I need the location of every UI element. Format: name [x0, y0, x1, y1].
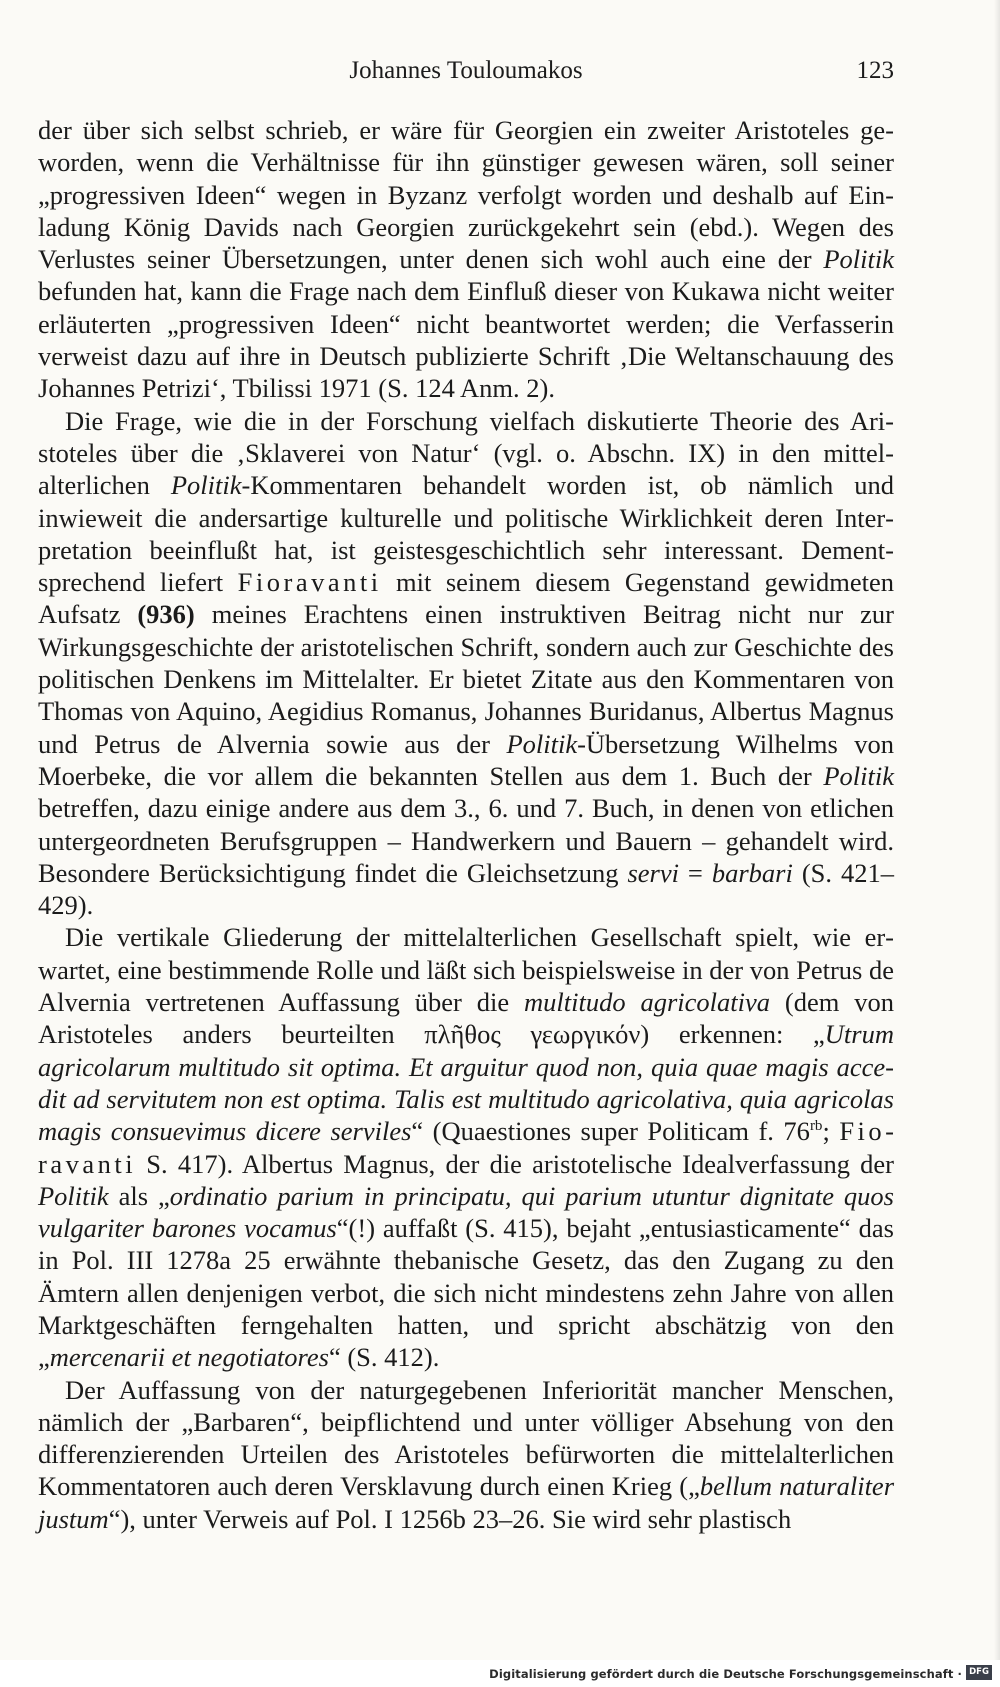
spaced-author-name: Fioravanti	[38, 1116, 894, 1179]
italic-span: servi	[627, 857, 679, 888]
spaced-author-name: Fioravanti	[237, 567, 382, 598]
italic-span: mercenarii et negotiatores	[49, 1342, 329, 1373]
page-header	[38, 54, 894, 88]
dfg-logo-icon: DFG	[966, 1665, 992, 1680]
italic-span: ordinatio parium in principatu, qui parium utuntur dignitate quos vulgariter barones vocamus	[38, 1180, 894, 1244]
paragraph-1: der über sich selbst schrieb, er wäre für Georgien ein zweiter Aristoteles geworden, wenn die Verhältnisse für ihn günstiger gewesen wären, soll seiner „progressiven Ideen“ wegen in Byzanz verfolgt worden und deshalb auf Einladung König Davids nach Georgien zurückgekehrt sein (ebd.). Wegen des Verlustes seiner Übersetzungen, unter denen sich wohl auch eine der Politik befunden hat, kann die Frage nach dem Einfluß dieser von Kukawa nicht weiter erläuterten „progressiven Ideen“ nicht beantwortet werden; die Verfasserin verweist dazu auf ihre in Deutsch publizierte Schrift ‚Die Weltanschauung des Johannes Petrizi‘, Tbilissi 1971 (S. 124 Anm. 2).	[38, 115, 894, 404]
italic-span: Politik	[823, 760, 894, 791]
running-head-author: Johannes Touloumakos	[349, 57, 583, 84]
digitization-note: Digitalisierung gefördert durch die Deutsche Forschungsgemeinschaft ·	[489, 1667, 962, 1681]
scan-edge-shadow	[994, 0, 1000, 1660]
italic-span: Politik	[823, 244, 894, 275]
italic-span: bellum naturaliter justum	[38, 1471, 895, 1534]
body-text	[38, 114, 894, 1535]
page-number: 123	[856, 57, 894, 84]
italic-span: Utrum agricolarum multitudo sit optima. Et arguitur quod non, quia quae magis accedit ad servitutem non est optima. Talis est multitudo agricolativa, quia agricolas magis consuevimus dicere serviles	[38, 1019, 894, 1147]
paragraph-3: Die vertikale Gliederung der mittelalterlichen Gesellschaft spielt, wie erwartet, eine bestimmende Rolle und läßt sich beispielsweise in der von Petrus de Alvernia vertretenen Auffassung über die multitudo agricolativa (dem von Aristoteles anders beurteilten πλῆθος γεωργικόν) erkennen: „Utrum agricolarum multitudo sit optima. Et arguitur quod non, quia quae magis accedit ad servitutem non est optima. Talis est multitudo agricolativa, quia agricolas magis consuevimus dicere serviles“ (Quaestiones super Politicam f. $76^{rb}$; Fioravanti S. 417). Albertus Magnus, der die aristotelische Idealverfassung der Politik als „ordinatio parium in principatu, qui parium utuntur dignitate quos vulgariter barones vocamus“(!) auffaßt (S. 415), bejaht „entusiasticamente“ das in Pol. III 1278a 25 erwähnte thebanische Gesetz, das den Zugang zu den Ämtern allen denjenigen verbot, die sich nicht mindestens zehn Jahre von allen Marktgeschäften ferngehalten hatten, und spricht abschätzig von den „mercenarii et negotiatores“ (S. 412).	[38, 922, 895, 1373]
italic-span: Politik	[170, 470, 242, 501]
paragraph-2: Die Frage, wie die in der Forschung vielfach diskutierte Theorie des Aristoteles über die ‚Sklaverei von Natur‘ (vgl. o. Abschn. IX) in den mittelalterlichen Politik-Kommentaren behandelt worden ist, ob nämlich und inwieweit die andersartige kulturelle und politische Wirklichkeit deren Interpretation beeinflußt hat, ist geistesgeschichtlich sehr interessant. Dementsprechend liefert Fioravanti mit seinem diesem Gegenstand gewidmeten Aufsatz (936) meines Erachtens einen instruktiven Beitrag nicht nur zur Wirkungsgeschichte der aristotelischen Schrift, sondern auch zur Geschichte des politischen Denkens im Mittelalter. Er bietet Zitate aus den Kommentaren von Thomas von Aquino, Aegidius Romanus, Johannes Buridanus, Albertus Magnus und Petrus de Alvernia sowie aus der Politik-Übersetzung Wilhelms von Moerbeke, die vor allem die bekannten Stellen aus dem 1. Buch der Politik betreffen, dazu einige andere aus dem 3., 6. und 7. Buch, in denen von etlichen untergeordneten Berufsgruppen – Handwerkern und Bauern – gehandelt wird. Besondere Berücksichtigung findet die Gleichsetzung servi = barbari (S. 421–429).	[38, 405, 895, 921]
italic-span: Politik	[38, 1180, 109, 1211]
digitization-footer	[0, 1660, 1000, 1687]
italic-span: barbari	[711, 857, 793, 888]
folio-superscript: rb	[809, 1118, 823, 1135]
italic-span: Politik	[506, 728, 578, 759]
paragraph-4: Der Auffassung von der naturgegebenen Inferiorität mancher Menschen, nämlich der „Barbaren“, beipflichtend und unter völliger Absehung von den differenzierenden Urteilen des Aristoteles befürworten die mittelalterlichen Kommentatoren auch deren Versklavung durch einen Krieg („bellum naturaliter justum“), unter Verweis auf Pol. I 1256b 23–26. Sie wird sehr plastisch	[38, 1374, 895, 1534]
italic-span: multitudo agricolativa	[524, 987, 771, 1018]
reference-number: (936)	[137, 599, 195, 630]
